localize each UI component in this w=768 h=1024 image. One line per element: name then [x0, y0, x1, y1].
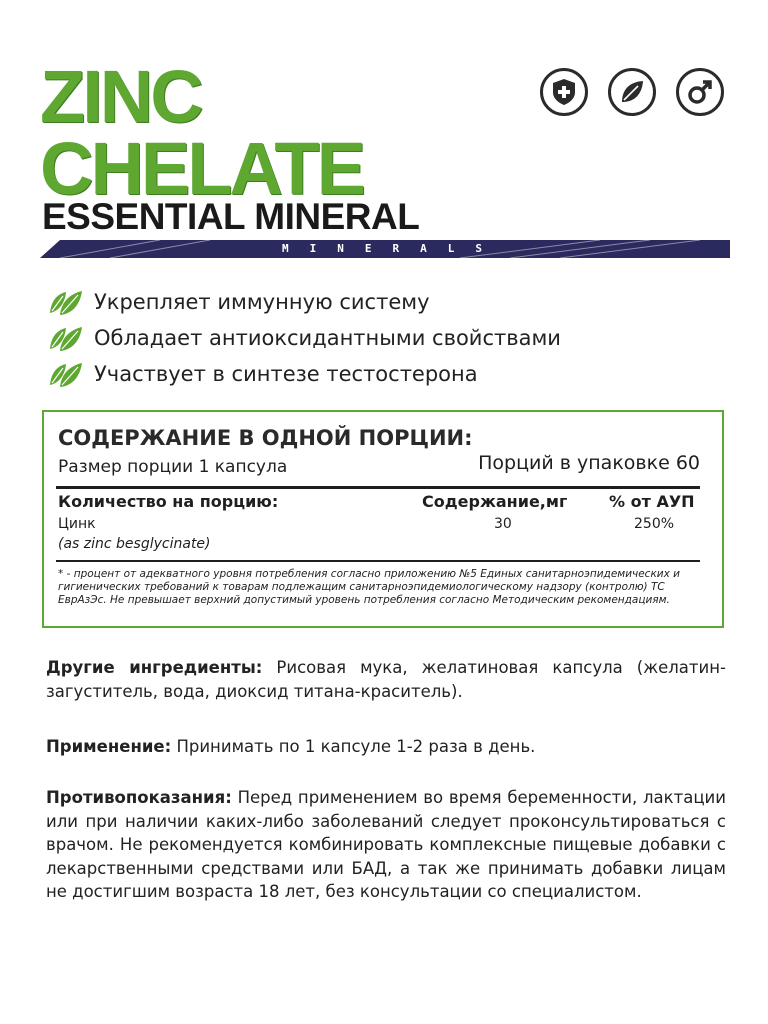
shield-cross-icon	[540, 68, 588, 116]
leaves-icon	[48, 287, 86, 317]
col-content: Содержание,мг	[422, 492, 568, 511]
usage	[46, 735, 726, 759]
col-amount-per-serving: Количество на порцию:	[58, 492, 279, 511]
usage-text: Принимать по 1 капсуле 1-2 раза в день.	[171, 737, 536, 756]
contraindications	[46, 786, 726, 904]
benefit-item	[48, 320, 561, 356]
benefit-item	[48, 284, 561, 320]
divider-thin	[56, 560, 700, 562]
contraindications-label: Противопоказания:	[46, 788, 232, 807]
other-ingredients	[46, 656, 726, 703]
product-title-line1: ZINC	[40, 55, 201, 138]
facts-footnote: * - процент от адекватного уровня потребления согласно приложению №5 Единых санитарноэпидемических и гигиенических требований к товарам подлежащим санитарноэпидемиологическому надзору (контролю) ТС ЕврАзЭс. Не превышает верхний допустимый уровень потребления согласно Методическим рекомендациям.	[58, 568, 680, 606]
leaf-icon	[608, 68, 656, 116]
usage-label: Применение:	[46, 737, 172, 756]
supplement-facts-panel	[42, 410, 724, 628]
servings-per-container: Порций в упаковке 60	[478, 452, 700, 474]
leaves-icon	[48, 323, 86, 353]
benefit-item	[48, 356, 561, 392]
nutrient-form: (as zinc besglycinate)	[58, 536, 211, 552]
facts-title: СОДЕРЖАНИЕ В ОДНОЙ ПОРЦИИ:	[58, 426, 473, 450]
product-subtitle: ESSENTIAL MINERAL	[42, 196, 420, 237]
other-ingredients-text: Рисовая мука, желатиновая капсула (желатин-загуститель, вода, диоксид титана-краситель).	[46, 658, 726, 701]
other-ingredients-label: Другие ингредиенты:	[46, 658, 263, 677]
nutrient-content: 30	[494, 516, 512, 532]
benefit-text: Участвует в синтезе тестостерона	[94, 362, 478, 386]
serving-size: Размер порции 1 капсула	[58, 457, 288, 477]
contraindications-text: Перед применением во время беременности, лактации или при наличии каких-либо заболеваний следует проконсультироваться с врачом. Не рекомендуется комбинировать комплексные пищевые добавки с лекарственными средствами или БАД, а так же принимать добавки лицам не достигшим возраста 18 лет, без консультации со специалистом.	[46, 788, 726, 901]
product-title-line2: CHELATE	[40, 127, 363, 210]
col-dv: % от АУП	[609, 492, 695, 511]
badge-row	[540, 68, 724, 116]
benefit-text: Укрепляет иммунную систему	[94, 290, 430, 314]
banner-label: MINERALS	[282, 242, 503, 255]
divider-thick	[56, 486, 700, 489]
nutrient-name: Цинк	[58, 516, 96, 532]
male-symbol-icon	[676, 68, 724, 116]
nutrient-dv: 250%	[634, 516, 675, 532]
benefits-list	[48, 284, 561, 392]
leaves-icon	[48, 359, 86, 389]
benefit-text: Обладает антиоксидантными свойствами	[94, 326, 561, 350]
